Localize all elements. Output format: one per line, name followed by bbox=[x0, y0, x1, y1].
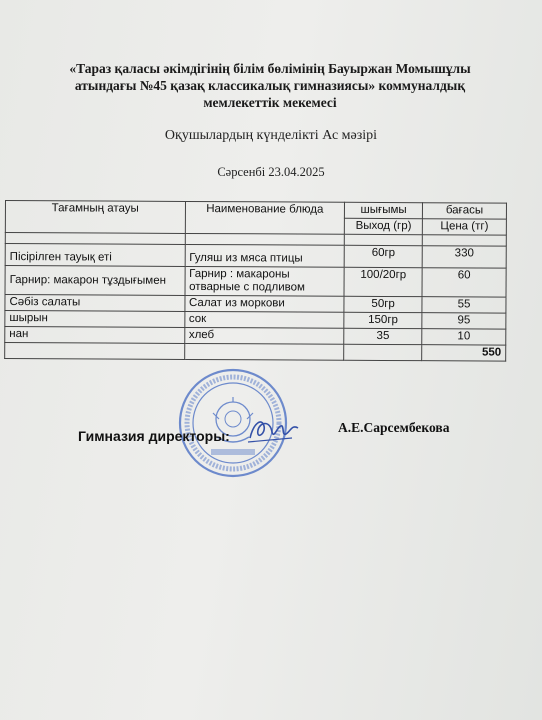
header-price-ru: Цена (тг) bbox=[422, 219, 506, 235]
cell-name-ru: хлеб bbox=[184, 327, 344, 344]
cell-name-ru: Гарнир : макароны отварные с подливом bbox=[185, 266, 345, 296]
cell-name-ru: Гуляш из мяса птицы bbox=[185, 244, 345, 267]
menu-table bbox=[4, 200, 507, 362]
cell-portion: 50гр bbox=[344, 296, 422, 312]
total-price: 550 bbox=[422, 345, 506, 361]
menu-date: Сәрсенбі 23.04.2025 bbox=[217, 165, 325, 179]
cell-price: 60 bbox=[422, 268, 506, 297]
menu-subtitle: Оқушылардың күнделікті Ас мәзірі bbox=[164, 128, 378, 143]
director-name: А.Е.Сарсембекова bbox=[338, 420, 450, 435]
cell-name-kz: нан bbox=[5, 327, 185, 344]
header-line-2: атындағы №45 қазақ классикалық гимназиясы» коммуналдық bbox=[74, 78, 466, 93]
cell-name-kz: Гарнир: макарон тұздығымен bbox=[5, 266, 185, 296]
cell-portion: 100/20гр bbox=[344, 267, 422, 296]
cell-portion: 60гр bbox=[344, 245, 422, 267]
cell-portion: 35 bbox=[344, 328, 422, 344]
table-total-row bbox=[5, 343, 506, 362]
header-name-ru: Наименование блюда bbox=[185, 201, 345, 234]
cell-price: 55 bbox=[422, 297, 506, 313]
cell-name-ru: сок bbox=[184, 311, 344, 328]
cell-price: 330 bbox=[422, 246, 506, 268]
cell-name-kz: Пісірілген тауық еті bbox=[5, 244, 185, 267]
header-line-3: мемлекеттік мекемесі bbox=[203, 95, 337, 110]
header-price-kz: бағасы bbox=[423, 203, 507, 219]
header-name-kz: Тағамның атауы bbox=[5, 201, 185, 234]
director-signature bbox=[244, 412, 304, 448]
cell-name-kz: Сәбіз салаты bbox=[5, 295, 185, 312]
director-label: Гимназия директоры: bbox=[78, 428, 230, 444]
table-header-row bbox=[5, 201, 506, 220]
cell-portion: 150гр bbox=[344, 312, 422, 328]
cell-price: 10 bbox=[422, 329, 506, 345]
document-header bbox=[20, 60, 520, 111]
header-portion-kz: шығымы bbox=[345, 202, 423, 218]
cell-price: 95 bbox=[422, 313, 506, 329]
table-row bbox=[5, 266, 506, 298]
header-portion-ru: Выход (гр) bbox=[345, 218, 423, 234]
cell-name-ru: Салат из моркови bbox=[184, 295, 344, 312]
table-row bbox=[5, 244, 506, 269]
cell-name-kz: шырын bbox=[5, 311, 185, 328]
header-line-1: «Тараз қаласы әкімдігінің білім бөлімінің Бауыржан Момышұлы bbox=[69, 61, 471, 76]
